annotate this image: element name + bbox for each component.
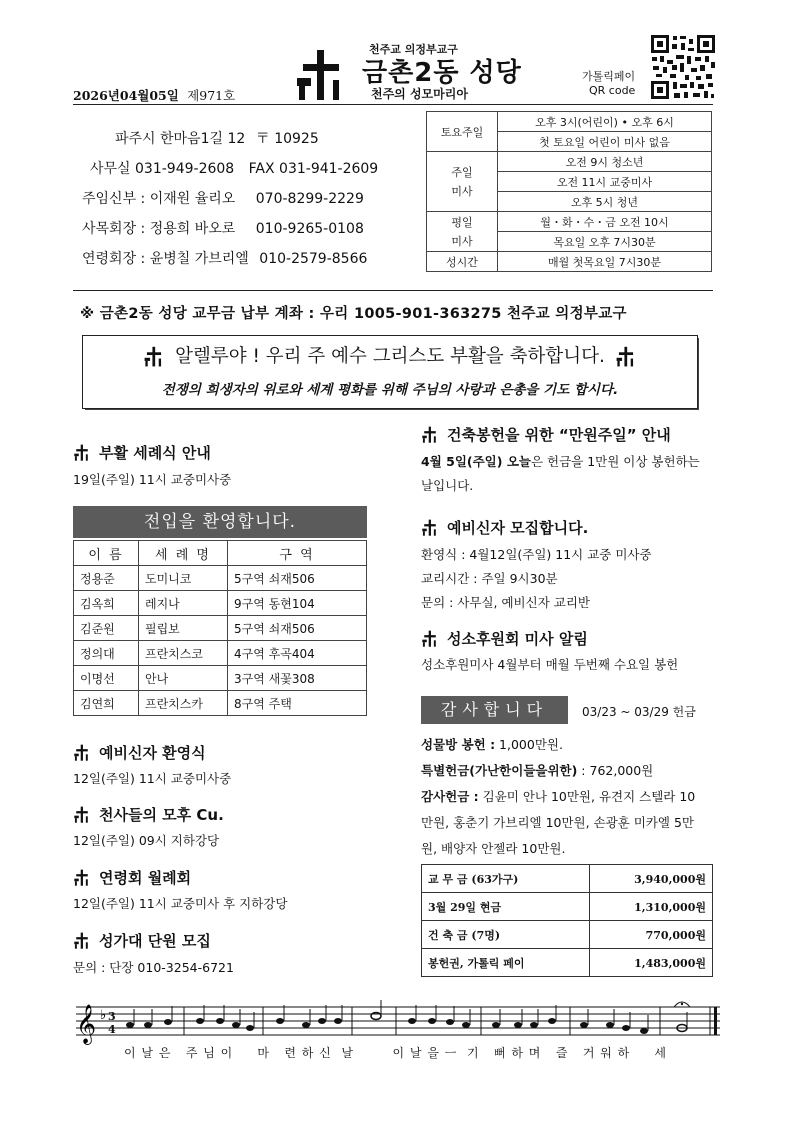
- cross-icon: [73, 744, 91, 762]
- notice-line-1: [83, 342, 697, 368]
- cross-icon: [143, 346, 165, 368]
- sun-label: [427, 152, 498, 212]
- notice-line-2: 전쟁의 희생자의 위로와 세계 평화를 위해 주님의 사랑과 은총을 기도 합시다.: [161, 382, 619, 398]
- cell: 교 무 금 (63가구): [422, 865, 590, 893]
- postcode: 10925: [274, 131, 319, 147]
- cross-icon: [421, 426, 439, 444]
- cell: 1,310,000원: [590, 893, 713, 921]
- table-row: [74, 666, 367, 691]
- wk-label-1: 평일: [427, 212, 498, 232]
- choir-title-text: 성가대 단원 모집: [99, 932, 211, 950]
- table-row: [427, 112, 712, 132]
- elder-phone: 010-2579-8566: [259, 251, 368, 267]
- cell: 이명선: [74, 666, 139, 691]
- sat-label: 토요주일: [427, 112, 498, 152]
- thanks-period: 03/23 ~ 03/29 헌금: [582, 705, 696, 719]
- hh-time-1: 매월 첫목요일 7시30분: [498, 252, 712, 272]
- build-title: [421, 424, 671, 445]
- cell: 레지나: [139, 591, 228, 616]
- cell: 5구역 쇠재506: [228, 616, 367, 641]
- svg-text:♭: ♭: [100, 1008, 107, 1023]
- thanks-body: [421, 732, 721, 862]
- cell: 8구역 주택: [228, 691, 367, 716]
- cell: 9구역 동현104: [228, 591, 367, 616]
- vocation-title-text: 성소후원회 미사 알림: [447, 630, 588, 648]
- cell: 필립보: [139, 616, 228, 641]
- build-rest: 은 헌금을 1만원 이상 봉헌하는: [530, 454, 700, 469]
- diocese-label: 천주교 의정부교구: [369, 43, 458, 56]
- cross-icon: [73, 932, 91, 950]
- sun-time-1: 오전 9시 청소년: [498, 152, 712, 172]
- angels-body: 12일(주일) 09시 지하강당: [73, 833, 220, 848]
- contact-block: [82, 124, 378, 274]
- cell: 3구역 새꽃308: [228, 666, 367, 691]
- sun-label-1: 주일: [451, 165, 473, 179]
- cross-icon: [421, 519, 439, 537]
- postal-icon: 〒: [255, 131, 270, 147]
- recruit-line-1: 환영식 : 4월12일(주일) 11시 교중 미사중: [421, 547, 652, 562]
- pastor-phone: 070-8299-2229: [255, 191, 364, 207]
- cell: 정용준: [74, 566, 139, 591]
- thanks-title: 감사합니다: [421, 696, 568, 724]
- music-staff: [70, 995, 720, 1045]
- wk-label-2: 미사: [427, 232, 498, 252]
- notice-box: [82, 335, 698, 409]
- table-row: [427, 212, 712, 232]
- cell: 정의대: [74, 641, 139, 666]
- cell: 김옥희: [74, 591, 139, 616]
- recruit-title-text: 예비신자 모집합니다.: [447, 519, 589, 537]
- thanks-line-1-rest: 1,000만원.: [495, 737, 563, 752]
- catechumen-title-text: 예비신자 환영식: [99, 744, 206, 762]
- church-logo-icon: [293, 48, 349, 104]
- cell: 안나: [139, 666, 228, 691]
- treble-clef-icon: 𝄞: [76, 1004, 97, 1044]
- cell: 봉헌권, 가톨릭 페이: [422, 949, 590, 977]
- council-name: 사목회장 : 정용희 바오로: [82, 221, 236, 237]
- issue-number: 제971호: [187, 88, 236, 103]
- table-row: [74, 641, 367, 666]
- cell: 3월 29일 현금: [422, 893, 590, 921]
- choir-body: 문의 : 단장 010-3254-6721: [73, 960, 234, 975]
- pastor-name: 주임신부 : 이재원 율리오: [82, 191, 236, 207]
- sat-time-1: 오후 3시(어린이) • 오후 6시: [498, 112, 712, 132]
- hh-label: 성시간: [427, 252, 498, 272]
- cell: 프란치스코: [139, 641, 228, 666]
- sun-time-3: 오후 5시 청년: [498, 192, 712, 212]
- cross-icon: [73, 869, 91, 887]
- qr-code-icon[interactable]: [650, 34, 716, 100]
- catechumen-body: 12일(주일) 11시 교중미사중: [73, 771, 232, 786]
- thanks-line-5: 원, 배양자 안젤라 10만원.: [421, 841, 566, 856]
- angels-title: [73, 804, 224, 825]
- account-line: ※ 금촌2동 성당 교무금 납부 계좌 : 우리 1005-901-363275 천주교 의정부교구: [80, 306, 627, 322]
- wk-time-1: 월・화・수・금 오전 10시: [498, 212, 712, 232]
- cell: 1,483,000원: [590, 949, 713, 977]
- cell: 5구역 쇠재506: [228, 566, 367, 591]
- cross-icon: [421, 630, 439, 648]
- time-sig-top: 3: [108, 1010, 116, 1023]
- elder-body: 12일(주일) 11시 교중미사 후 지하강당: [73, 896, 288, 911]
- cross-icon: [73, 806, 91, 824]
- offering-table: [421, 864, 713, 977]
- recruit-line-2: 교리시간 : 주일 9시30분: [421, 571, 558, 586]
- issue-date-text: 2026년04월05일: [73, 88, 179, 103]
- office-phone: 사무실 031-949-2608: [90, 161, 235, 177]
- thanks-line-1-bold: 성물방 봉헌 :: [421, 737, 496, 752]
- baptism-body: 19일(주일) 11시 교중미사중: [73, 472, 232, 487]
- thanks-line-2-rest: : 762,000원: [577, 763, 654, 778]
- choir-title: [73, 930, 211, 951]
- col-district: 구 역: [228, 541, 367, 566]
- recruit-line-3: 문의 : 사무실, 예비신자 교리반: [421, 595, 590, 610]
- catechumen-title: [73, 742, 206, 763]
- cell: 김연희: [74, 691, 139, 716]
- table-row: [74, 691, 367, 716]
- table-row: [422, 893, 713, 921]
- baptism-title: [73, 442, 211, 463]
- qr-label-2: QR code: [589, 84, 636, 97]
- fax-number: FAX 031-941-2609: [248, 161, 379, 177]
- elder-name: 연령회장 : 윤병칠 가브리엘: [82, 251, 249, 267]
- cell: 3,940,000원: [590, 865, 713, 893]
- col-name: 이 름: [74, 541, 139, 566]
- cell: 4구역 후곡404: [228, 641, 367, 666]
- table-row: [422, 865, 713, 893]
- cross-icon: [615, 346, 637, 368]
- table-row: [427, 232, 712, 252]
- vocation-title: [421, 628, 588, 649]
- table-header-row: [74, 541, 367, 566]
- elder-title: [73, 867, 191, 888]
- recruit-body: [421, 543, 652, 615]
- music-lyrics: 이 날 은 주 님 이 마 련 하 신 날 이 날 을 ㅡ 기 뻐 하 며 즐 거 워 하 세: [124, 1046, 667, 1060]
- thanks-line-3-rest: 김윤미 안나 10만원, 유견지 스텔라 10: [478, 789, 696, 804]
- cell: 프란치스카: [139, 691, 228, 716]
- col-baptismal: 세 례 명: [139, 541, 228, 566]
- church-name: 금촌2동 성당: [362, 58, 522, 88]
- build-bold: 4월 5일(주일) 오늘: [421, 454, 531, 469]
- sun-label-2: 미사: [451, 184, 473, 198]
- table-row: [422, 921, 713, 949]
- header-divider: [73, 104, 713, 105]
- angels-title-text: 천사들의 모후 Cu.: [99, 806, 224, 824]
- contact-divider: [73, 290, 713, 291]
- qr-label-1: 가톨릭페이: [582, 70, 636, 83]
- patron-label: 천주의 성모마리아: [371, 87, 468, 101]
- recruit-title: [421, 517, 588, 538]
- cell: 김준원: [74, 616, 139, 641]
- cell: 도미니코: [139, 566, 228, 591]
- build-title-text: 건축봉헌을 위한 “만원주일” 안내: [447, 426, 671, 444]
- baptism-title-text: 부활 세례식 안내: [99, 444, 211, 462]
- music-notes: [70, 995, 720, 1045]
- table-row: [74, 591, 367, 616]
- notice-line-1-text: 알렐루야 ! 우리 주 예수 그리스도 부활을 축하합니다.: [175, 346, 605, 367]
- wk-time-2: 목요일 오후 7시30분: [498, 232, 712, 252]
- thanks-line-3-bold: 감사헌금 :: [421, 789, 479, 804]
- sun-time-2: 오전 11시 교중미사: [498, 172, 712, 192]
- issue-date: [73, 86, 235, 104]
- cell: 건 축 금 (7명): [422, 921, 590, 949]
- cell: 770,000원: [590, 921, 713, 949]
- table-row: [427, 252, 712, 272]
- build-body: [421, 450, 721, 498]
- time-sig-bottom: 4: [108, 1023, 116, 1036]
- mass-schedule-table: [426, 111, 712, 272]
- sat-time-2: 첫 토요일 어린이 미사 없음: [498, 132, 712, 152]
- cross-icon: [73, 444, 91, 462]
- church-logo: [293, 48, 349, 104]
- welcome-table: [73, 540, 367, 716]
- thanks-line-2-bold: 특별헌금(가난한이들을위한): [421, 763, 578, 778]
- table-row: [422, 949, 713, 977]
- council-phone: 010-9265-0108: [255, 221, 364, 237]
- build-line-2: 날입니다.: [421, 478, 474, 493]
- table-row: [74, 566, 367, 591]
- table-row: [74, 616, 367, 641]
- table-row: [427, 152, 712, 172]
- elder-title-text: 연령회 월례회: [99, 869, 192, 887]
- vocation-body: 성소후원미사 4월부터 매월 두번째 수요일 봉헌: [421, 657, 679, 672]
- thanks-line-4: 만원, 홍춘기 가브리엘 10만원, 손광훈 미카엘 5만: [421, 815, 694, 830]
- address: 파주시 한마음1길 12: [115, 131, 246, 147]
- welcome-title: 전입을 환영합니다.: [73, 506, 367, 538]
